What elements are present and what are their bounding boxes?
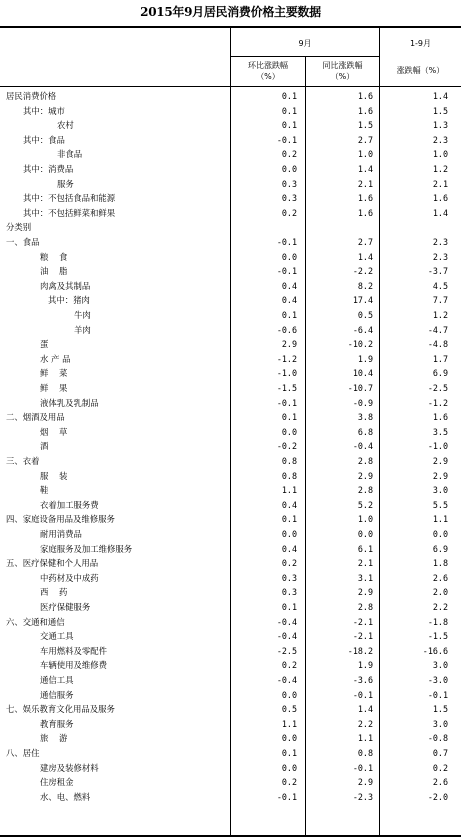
row-yoy-value: 2.1 (357, 558, 373, 569)
row-label: 服务 (57, 178, 74, 189)
row-yoy-value: 0.8 (357, 748, 373, 758)
table-title: 2015年9月居民消费价格主要数据 (140, 5, 321, 19)
row-ytd-value: 6.9 (432, 543, 448, 554)
row-yoy-value: 2.9 (357, 470, 373, 481)
row-ytd-value: 2.1 (432, 178, 448, 189)
row-yoy-value: 2.7 (357, 237, 373, 247)
table-row (0, 615, 461, 630)
table-row (0, 731, 461, 746)
row-mom-value: 0.0 (281, 762, 297, 773)
row-yoy-value: 1.0 (357, 149, 373, 160)
table-row (0, 118, 461, 133)
row-ytd-value: -1.8 (427, 616, 448, 627)
row-mom-value: 0.3 (281, 178, 297, 189)
row-ytd-value: 1.2 (432, 164, 448, 174)
row-label: 交通工具 (40, 631, 74, 642)
row-ytd-value: 2.6 (432, 572, 448, 583)
row-yoy-value: -2.2 (352, 266, 373, 277)
table-row (0, 761, 461, 776)
row-mom-value: 0.1 (281, 91, 297, 101)
row-ytd-value: -1.2 (427, 397, 448, 408)
row-label: 教育服务 (40, 718, 74, 729)
table-row (0, 454, 461, 469)
row-label: 鞋 (40, 485, 49, 496)
row-ytd-value: 2.2 (432, 602, 448, 612)
table-row (0, 775, 461, 790)
row-mom-value: -0.1 (276, 237, 297, 247)
table-row (0, 673, 461, 688)
row-label: 其中：不包括鲜菜和鲜果 (23, 207, 116, 218)
table-row (0, 147, 461, 162)
row-label: 烟 草 (40, 426, 68, 437)
row-yoy-value: 1.9 (357, 353, 373, 364)
row-ytd-value: 0.7 (432, 748, 448, 758)
row-yoy-value: -0.1 (352, 762, 373, 773)
row-ytd-value: 2.9 (432, 470, 448, 481)
table-row (0, 264, 461, 279)
row-ytd-value: -1.5 (427, 631, 448, 642)
row-label: 中药材及中成药 (40, 572, 99, 583)
table-row (0, 396, 461, 411)
row-yoy-value: 1.4 (357, 704, 373, 715)
row-mom-value: -1.0 (276, 368, 297, 379)
row-ytd-value: -2.5 (427, 383, 448, 393)
row-mom-value: 0.2 (281, 149, 297, 160)
row-label: 通信工具 (40, 675, 74, 685)
row-ytd-value: -16.6 (422, 645, 448, 656)
header-sub-rule (230, 56, 305, 57)
row-label: 五、医疗保健和个人用品 (6, 558, 99, 569)
table-row (0, 250, 461, 265)
row-yoy-value: -2.3 (352, 791, 373, 802)
table-row (0, 629, 461, 644)
table-row (0, 439, 461, 454)
table-row (0, 717, 461, 732)
row-label: 牛肉 (74, 310, 91, 320)
row-label: 羊肉 (74, 324, 91, 335)
row-ytd-value: 6.9 (432, 368, 448, 379)
row-label: 耐用消费品 (40, 529, 82, 539)
row-yoy-value: 1.1 (357, 733, 373, 744)
row-mom-value: -0.4 (276, 616, 297, 627)
row-ytd-value: 3.0 (432, 485, 448, 496)
row-label: 肉禽及其制品 (40, 280, 91, 291)
row-yoy-value: 3.8 (357, 412, 373, 423)
row-mom-value: -0.1 (276, 134, 297, 145)
row-yoy-value: 2.1 (357, 178, 373, 189)
row-ytd-value: -4.7 (427, 324, 448, 335)
row-mom-value: 0.0 (281, 164, 297, 174)
row-mom-value: 0.1 (281, 412, 297, 423)
table-row (0, 498, 461, 513)
row-yoy-value: 1.4 (357, 251, 373, 262)
row-ytd-value: -2.0 (427, 791, 448, 802)
row-mom-value: 2.9 (281, 339, 297, 350)
row-mom-value: 0.4 (281, 280, 297, 291)
header-sub-rule-2 (306, 56, 379, 57)
row-yoy-value: 17.4 (352, 295, 373, 306)
row-mom-value: 0.1 (281, 310, 297, 320)
header-yoy-line1: 同比涨跌幅 (322, 61, 363, 70)
row-mom-value: 0.0 (281, 733, 297, 744)
row-yoy-value: 2.8 (357, 456, 373, 466)
row-ytd-value: 1.7 (432, 353, 448, 364)
row-ytd-value: 2.3 (432, 251, 448, 262)
table-row (0, 206, 461, 221)
table-row (0, 235, 461, 250)
table-row (0, 542, 461, 557)
row-ytd-value: 2.0 (432, 587, 448, 598)
row-label: 鲜 菜 (40, 368, 68, 379)
row-yoy-value: -0.9 (352, 397, 373, 408)
row-yoy-value: 3.1 (357, 572, 373, 583)
table-row (0, 191, 461, 206)
table-row (0, 556, 461, 571)
row-mom-value: 0.1 (281, 514, 297, 525)
row-label: 粮 食 (40, 251, 68, 262)
row-ytd-value: 1.4 (432, 207, 448, 218)
row-yoy-value: -10.7 (347, 383, 373, 393)
row-mom-value: -1.5 (276, 383, 297, 393)
row-ytd-value: 1.4 (432, 91, 448, 101)
row-ytd-value: 3.5 (432, 426, 448, 437)
row-mom-value: -2.5 (276, 645, 297, 656)
row-yoy-value: 5.2 (357, 499, 373, 510)
table-row (0, 425, 461, 440)
row-ytd-value: 1.5 (432, 704, 448, 715)
row-label: 居民消费价格 (6, 91, 57, 101)
row-ytd-value: 1.0 (432, 149, 448, 160)
table-row (0, 177, 461, 192)
row-mom-value: 0.4 (281, 499, 297, 510)
table-row (0, 89, 461, 104)
row-mom-value: 0.2 (281, 660, 297, 671)
row-yoy-value: 2.8 (357, 602, 373, 612)
row-yoy-value: 1.6 (357, 207, 373, 218)
table-row (0, 483, 461, 498)
row-yoy-value: 1.9 (357, 660, 373, 671)
row-mom-value: 0.0 (281, 529, 297, 539)
table-row (0, 104, 461, 119)
row-mom-value: -0.1 (276, 266, 297, 277)
row-yoy-value: -2.1 (352, 616, 373, 627)
row-label: 车辆使用及维修费 (40, 660, 107, 671)
row-label: 西 药 (40, 587, 68, 598)
row-label: 服 装 (40, 470, 68, 481)
row-yoy-value: -0.1 (352, 689, 373, 700)
row-yoy-value: -18.2 (347, 645, 373, 656)
table-row (0, 133, 461, 148)
table-row (0, 366, 461, 381)
row-ytd-value: -0.1 (427, 689, 448, 700)
row-yoy-value: 8.2 (357, 280, 373, 291)
row-yoy-value: 1.6 (357, 193, 373, 204)
row-ytd-value: 3.0 (432, 660, 448, 671)
row-label: 鲜 果 (40, 383, 68, 393)
row-ytd-value: 1.8 (432, 558, 448, 569)
header-ytd: 涨跌幅（%） (396, 66, 445, 75)
row-ytd-value: 7.7 (432, 295, 448, 306)
row-mom-value: 0.4 (281, 543, 297, 554)
row-label: 其中：消费品 (23, 164, 74, 174)
row-label: 一、食品 (6, 237, 40, 247)
row-label: 七、娱乐教育文化用品及服务 (6, 704, 115, 715)
row-ytd-value: 2.3 (432, 237, 448, 247)
table-row (0, 600, 461, 615)
row-label: 车用燃料及零配件 (40, 645, 107, 656)
row-mom-value: -1.2 (276, 353, 297, 364)
row-label: 其中：不包括食品和能源 (23, 193, 116, 204)
row-ytd-value: 1.6 (432, 193, 448, 204)
row-yoy-value: 2.8 (357, 485, 373, 496)
row-mom-value: -0.2 (276, 441, 297, 452)
table-row (0, 220, 461, 235)
row-label: 酒 (40, 441, 49, 452)
row-label: 二、烟酒及用品 (6, 412, 65, 423)
row-label: 建房及装修材料 (40, 762, 99, 773)
row-ytd-value: -0.8 (427, 733, 448, 744)
row-label: 家庭服务及加工维修服务 (40, 543, 133, 554)
row-label: 其中：城市 (23, 105, 65, 116)
row-yoy-value: 1.6 (357, 91, 373, 101)
table-row (0, 308, 461, 323)
row-yoy-value: -6.4 (352, 324, 373, 335)
row-label: 油 脂 (40, 266, 68, 277)
row-mom-value: -0.1 (276, 397, 297, 408)
table-row (0, 585, 461, 600)
row-ytd-value: 2.3 (432, 134, 448, 145)
header-yoy-line2: （%） (330, 72, 355, 81)
row-ytd-value: 5.5 (432, 499, 448, 510)
row-ytd-value: 1.5 (432, 105, 448, 116)
row-ytd-value: 1.3 (432, 120, 448, 131)
table-row (0, 790, 461, 805)
row-yoy-value: -10.2 (347, 339, 373, 350)
header-group-sep: 9月 (298, 39, 312, 48)
row-yoy-value: -3.6 (352, 675, 373, 685)
row-label: 蛋 (40, 339, 49, 350)
row-label: 通信服务 (40, 689, 74, 700)
row-label: 水 产 品 (40, 353, 71, 364)
row-yoy-value: 1.4 (357, 164, 373, 174)
row-mom-value: 0.3 (281, 587, 297, 598)
row-mom-value: 0.2 (281, 558, 297, 569)
table-row (0, 410, 461, 425)
header-group-ytd: 1-9月 (409, 39, 432, 48)
row-yoy-value: 0.0 (357, 529, 373, 539)
row-mom-value: 0.5 (281, 704, 297, 715)
table-row (0, 512, 461, 527)
table-row (0, 571, 461, 586)
row-yoy-value: 1.5 (357, 120, 373, 131)
row-label: 农村 (57, 120, 74, 131)
row-label: 液体乳及乳制品 (40, 397, 99, 408)
row-yoy-value: 10.4 (352, 368, 373, 379)
row-mom-value: 0.1 (281, 602, 297, 612)
row-yoy-value: 2.2 (357, 718, 373, 729)
row-mom-value: -0.4 (276, 675, 297, 685)
row-yoy-value: 2.7 (357, 134, 373, 145)
row-ytd-value: 1.1 (432, 514, 448, 525)
row-mom-value: -0.4 (276, 631, 297, 642)
row-mom-value: 0.3 (281, 572, 297, 583)
row-ytd-value: -4.8 (427, 339, 448, 350)
row-mom-value: -0.1 (276, 791, 297, 802)
row-ytd-value: 0.0 (432, 529, 448, 539)
row-label: 八、居住 (6, 748, 40, 758)
row-mom-value: -0.6 (276, 324, 297, 335)
row-mom-value: 0.0 (281, 426, 297, 437)
row-ytd-value: 1.2 (432, 310, 448, 320)
table-row (0, 658, 461, 673)
row-mom-value: 0.0 (281, 251, 297, 262)
row-mom-value: 0.2 (281, 207, 297, 218)
row-mom-value: 0.3 (281, 193, 297, 204)
row-ytd-value: 3.0 (432, 718, 448, 729)
table-row (0, 162, 461, 177)
row-ytd-value: 0.2 (432, 762, 448, 773)
row-yoy-value: 2.9 (357, 587, 373, 598)
row-mom-value: 0.8 (281, 456, 297, 466)
row-ytd-value: -3.0 (427, 675, 448, 685)
row-mom-value: 0.1 (281, 120, 297, 131)
table-row (0, 337, 461, 352)
header-mom-line2: （%） (256, 72, 280, 81)
row-yoy-value: -2.1 (352, 631, 373, 642)
row-label: 分类别 (6, 222, 32, 233)
row-ytd-value: 2.9 (432, 456, 448, 466)
row-yoy-value: 0.5 (357, 310, 373, 320)
row-mom-value: 0.0 (281, 689, 297, 700)
table-row (0, 702, 461, 717)
row-mom-value: 1.1 (281, 718, 297, 729)
row-yoy-value: 1.0 (357, 514, 373, 525)
row-mom-value: 0.8 (281, 470, 297, 481)
table-row (0, 352, 461, 367)
row-mom-value: 0.2 (281, 777, 297, 788)
table-row (0, 323, 461, 338)
row-label: 六、交通和通信 (6, 616, 65, 627)
row-label: 旅 游 (40, 733, 68, 744)
row-ytd-value: 4.5 (432, 280, 448, 291)
row-ytd-value: 1.6 (432, 412, 448, 423)
table-row (0, 279, 461, 294)
row-mom-value: 0.1 (281, 105, 297, 116)
row-label: 四、家庭设备用品及维修服务 (6, 514, 115, 525)
row-ytd-value: -1.0 (427, 441, 448, 452)
table-row (0, 644, 461, 659)
row-ytd-value: -3.7 (427, 266, 448, 277)
row-label: 医疗保健服务 (40, 602, 91, 612)
row-mom-value: 0.1 (281, 748, 297, 758)
row-label: 其中：猪肉 (48, 295, 90, 306)
header-mom-line1: 环比涨跌幅 (248, 61, 288, 70)
table-row (0, 746, 461, 761)
row-yoy-value: 6.1 (357, 543, 373, 554)
row-yoy-value: 1.6 (357, 105, 373, 116)
row-yoy-value: 6.8 (357, 426, 373, 437)
row-label: 水、电、燃料 (40, 791, 91, 802)
table-row (0, 469, 461, 484)
row-mom-value: 1.1 (281, 485, 297, 496)
row-yoy-value: -0.4 (352, 441, 373, 452)
table-row (0, 527, 461, 542)
row-label: 非食品 (57, 149, 83, 160)
table-row (0, 381, 461, 396)
row-ytd-value: 2.6 (432, 777, 448, 788)
row-label: 其中：食品 (23, 134, 65, 145)
row-label: 衣着加工服务费 (40, 499, 99, 510)
row-label: 住房租金 (40, 777, 74, 788)
table-row (0, 293, 461, 308)
row-mom-value: 0.4 (281, 295, 297, 306)
row-yoy-value: 2.9 (357, 777, 373, 788)
table-row (0, 688, 461, 703)
row-label: 三、衣着 (6, 456, 40, 466)
